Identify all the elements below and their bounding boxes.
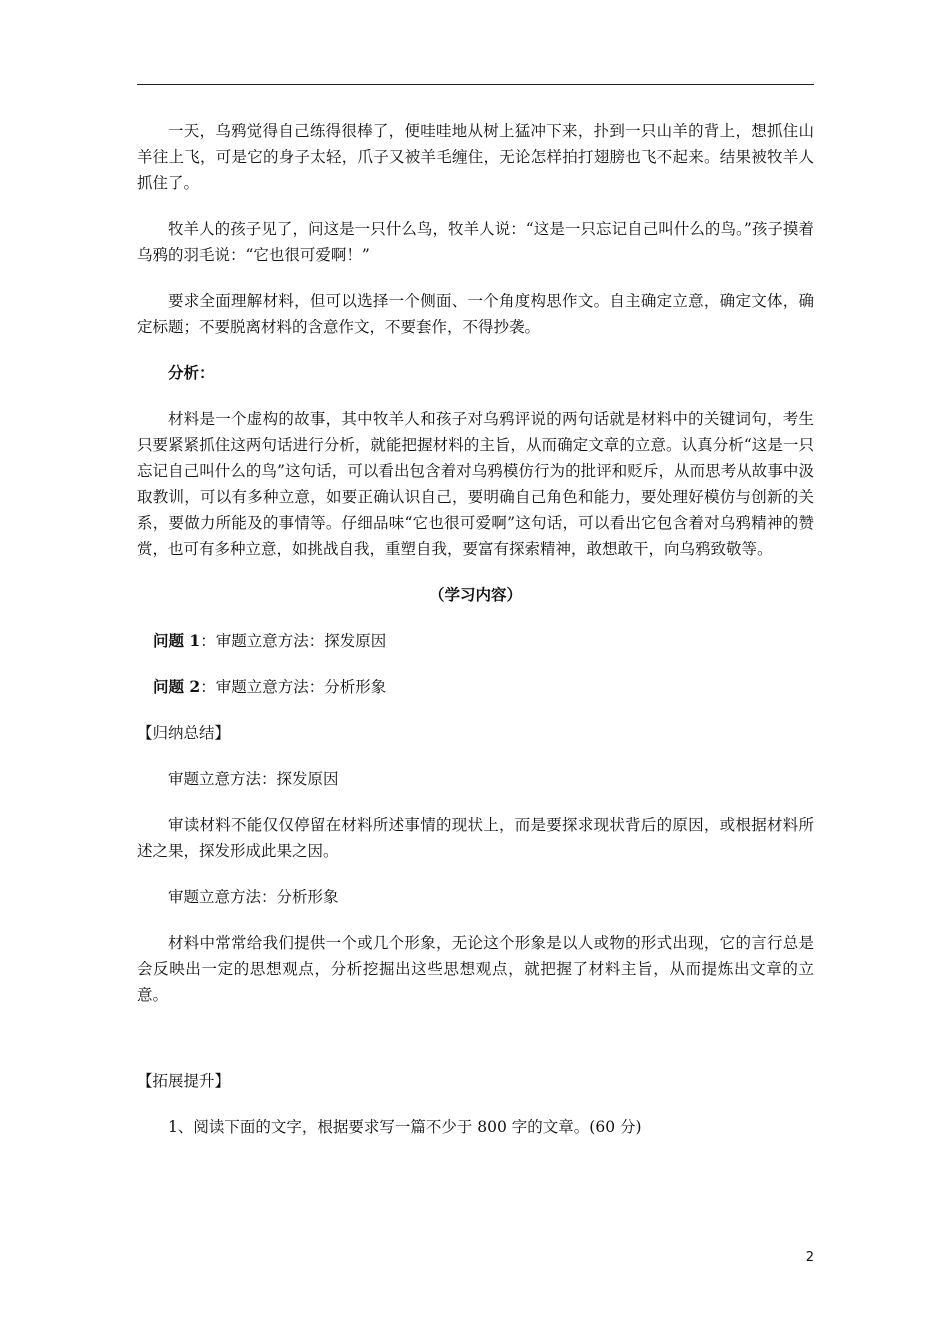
question-1-text: ：审题立意方法：探发原因: [200, 632, 387, 650]
page-number: 2: [805, 1250, 814, 1265]
question-2-text: ：审题立意方法：分析形象: [200, 678, 387, 696]
paragraph-crow-story: 一天，乌鸦觉得自己练得很棒了，便哇哇地从树上猛冲下来，扑到一只山羊的背上，想抓住山羊往上飞，可是它的身子太轻，爪子又被羊毛缠住，无论怎样拍打翅膀也飞不起来。结果被牧羊人抓住了。: [137, 122, 814, 192]
question-1-label: 问题 1: [153, 631, 201, 650]
summary-heading: 【归纳总结】: [137, 724, 231, 742]
extension-heading: 【拓展提升】: [137, 1072, 231, 1090]
paragraph-requirements: 要求全面理解材料，但可以选择一个侧面、一个角度构思作文。自主确定立意，确定文体，确定标题；不要脱离材料的含意作文，不要套作，不得抄袭。: [137, 292, 814, 336]
analysis-heading: 分析：: [168, 363, 215, 382]
section-spacer: [137, 1028, 814, 1068]
paragraph-analysis: 材料是一个虚构的故事，其中牧羊人和孩子对乌鸦评说的两句话就是材料中的关键词句，考生只要紧紧抓住这两句话进行分析，就能把握材料的主旨，从而确定文章的立意。认真分析“这是一只忘记自己叫什么的鸟”这句话，可以看出包含着对乌鸦模仿行为的批评和贬斥，从而思考从故事中汲取教训，可以有多种立意，如要正确认识自己，要明确自己角色和能力，要处理好模仿与创新的关系，要做力所能及的事情等。仔细品味“它也很可爱啊”这句话，可以看出它包含着对乌鸦精神的赞赏，也可有多种立意，如挑战自我，重塑自我，要富有探索精神，敢想敢干，向乌鸦致敬等。: [137, 410, 814, 558]
method-1-description: 审读材料不能仅仅停留在材料所述事情的现状上，而是要探求现状背后的原因，或根据材料所述之果，探发形成此果之因。: [137, 816, 814, 860]
page-content: [137, 118, 814, 1160]
question-2-label: 问题 2: [153, 677, 201, 696]
paragraph-shepherd-dialogue: 牧羊人的孩子见了，问这是一只什么鸟，牧羊人说：“这是一只忘记自己叫什么的鸟。”孩子摸着乌鸦的羽毛说：“它也很可爱啊！”: [137, 220, 814, 264]
method-1-title: 审题立意方法：探发原因: [168, 770, 339, 788]
method-2-title: 审题立意方法：分析形象: [168, 888, 339, 906]
extension-item-1: 1、阅读下面的文字，根据要求写一篇不少于 800 字的文章。(60 分): [168, 1118, 642, 1136]
study-content-title: （学习内容）: [428, 585, 522, 604]
question-1: [137, 628, 814, 654]
question-2: [137, 674, 814, 700]
header-rule: [137, 84, 814, 85]
method-2-description: 材料中常常给我们提供一个或几个形象，无论这个形象是以人或物的形式出现，它的言行总是会反映出一定的思想观点，分析挖掘出这些思想观点，就把握了材料主旨，从而提炼出文章的立意。: [137, 934, 814, 1004]
